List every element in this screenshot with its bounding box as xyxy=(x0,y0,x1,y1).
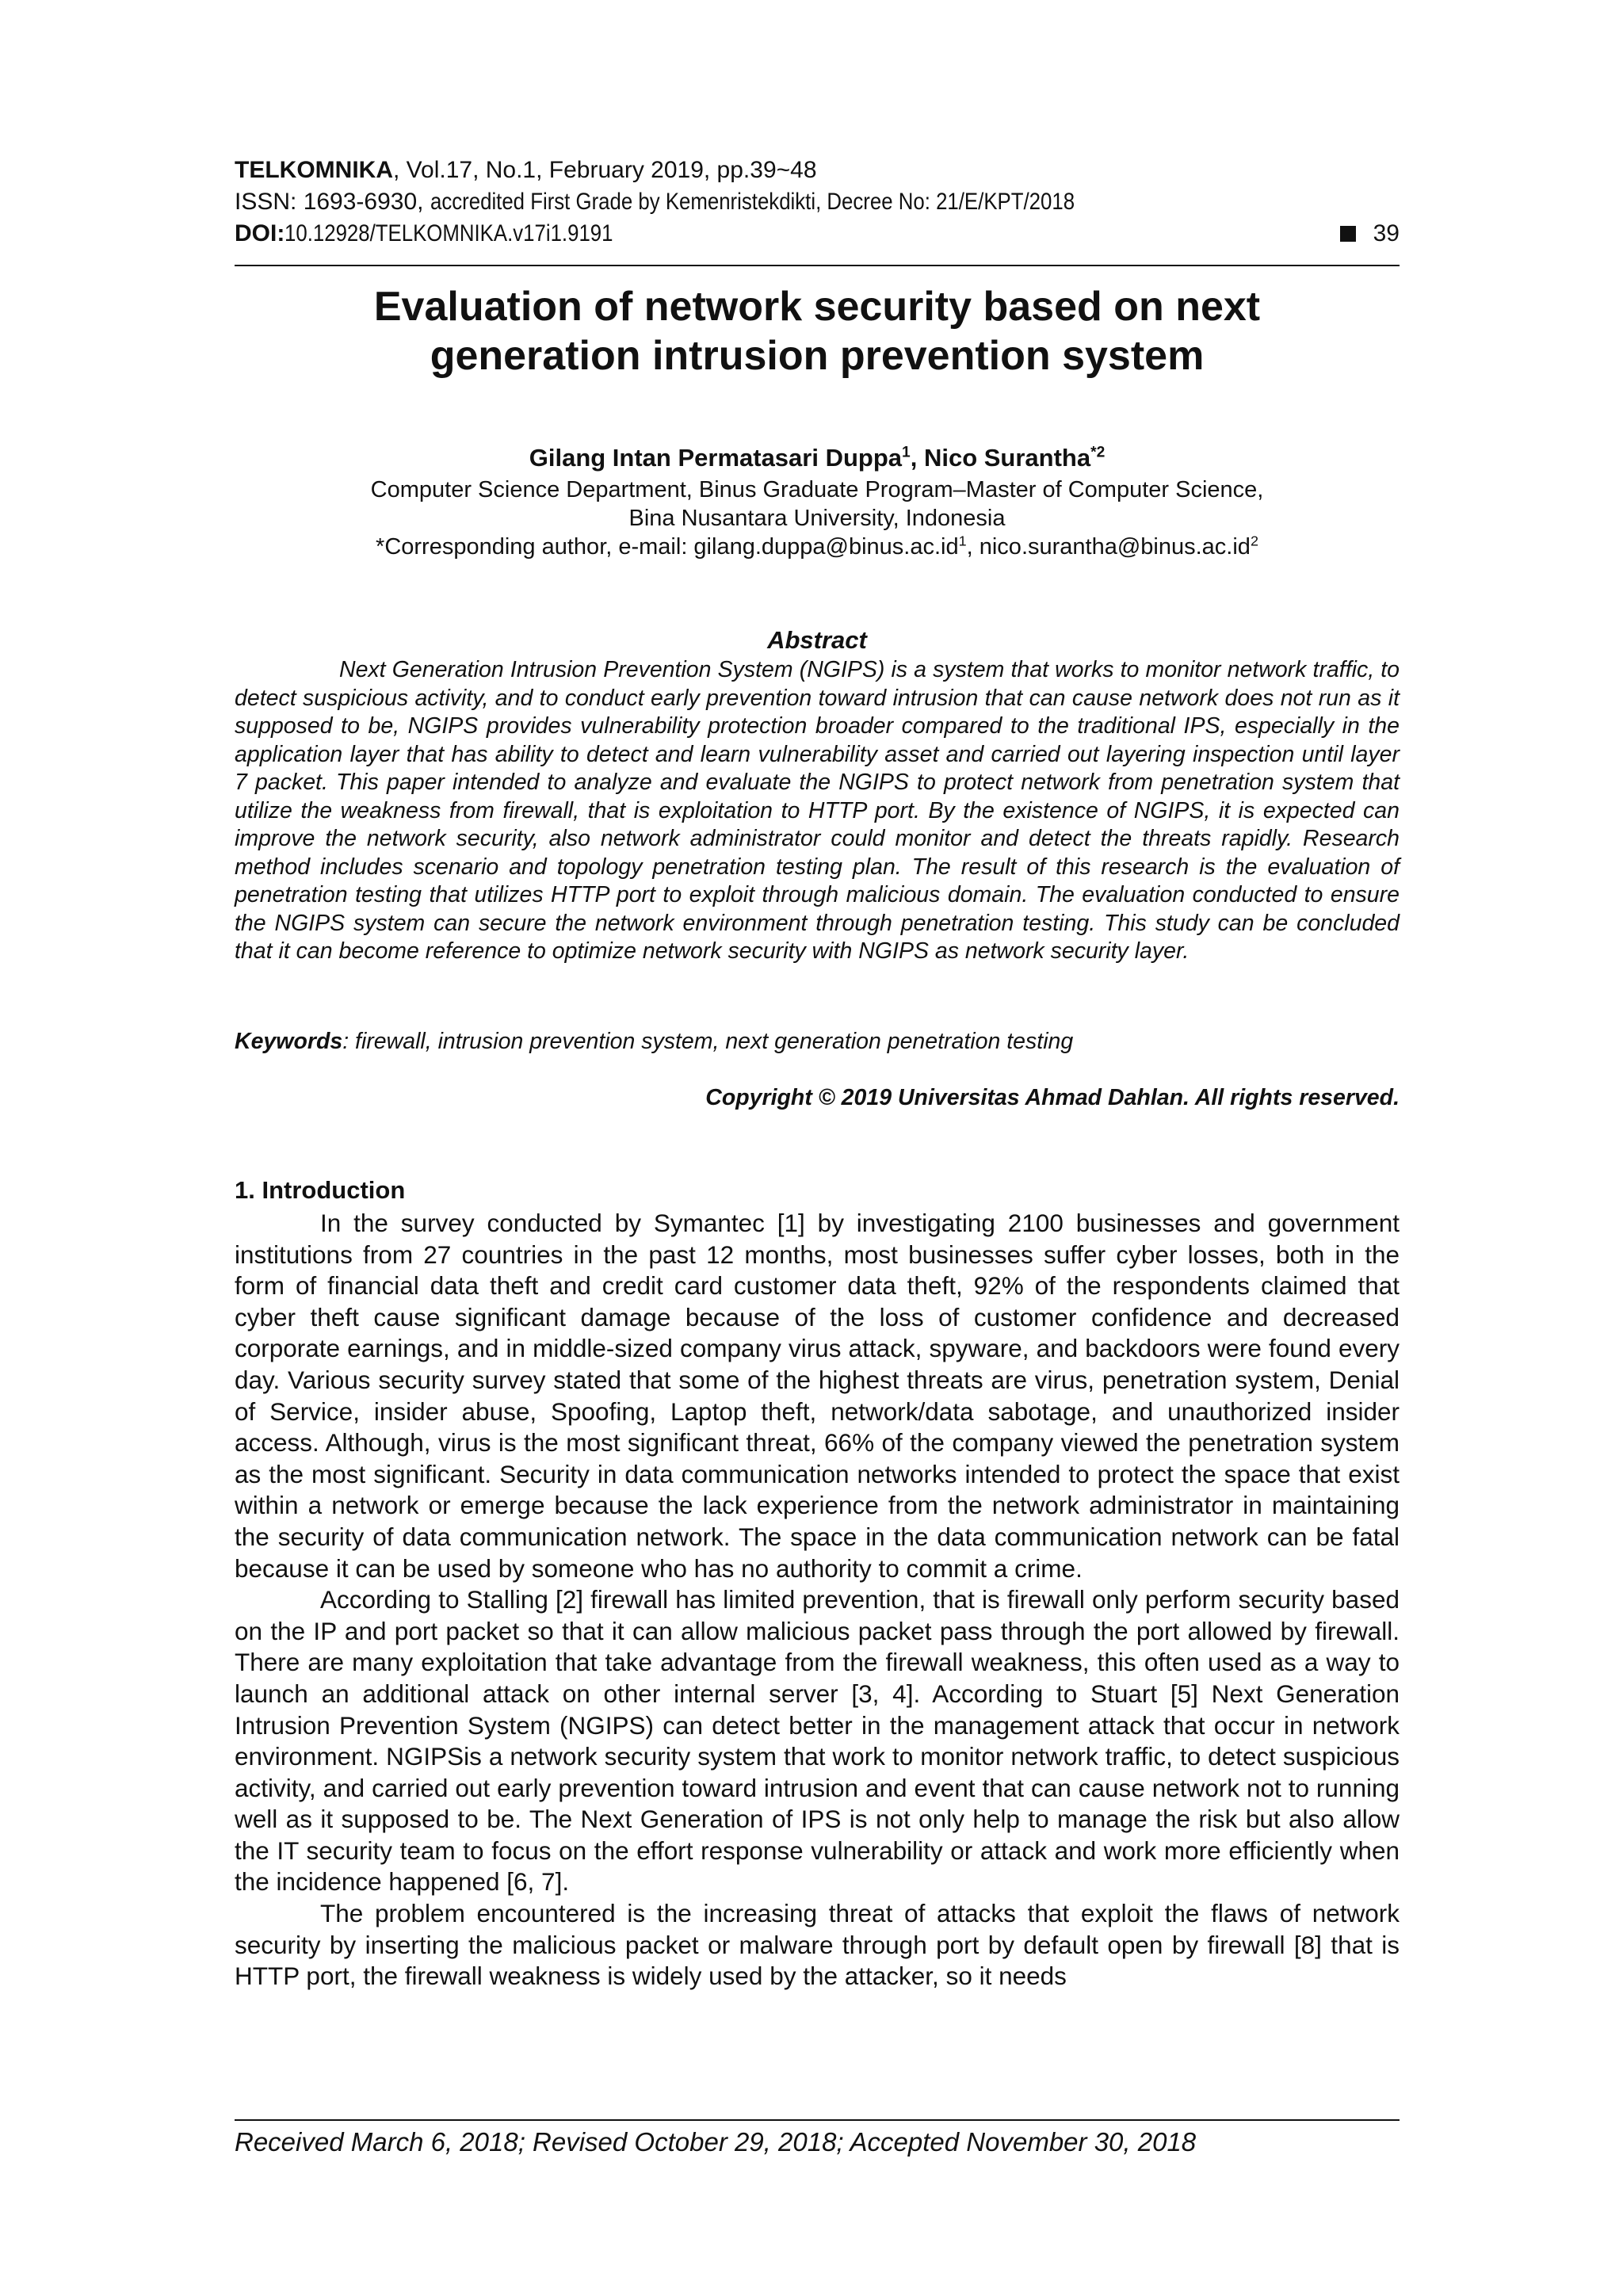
keywords-label: Keywords xyxy=(235,1029,343,1054)
author-2-sup: *2 xyxy=(1090,444,1106,461)
square-bullet-icon xyxy=(1340,226,1356,242)
issn-accreditation: accredited First Grade by Kemenristekdikti, Decree No: 21/E/KPT/2018 xyxy=(430,189,1075,215)
email-1-sup: 1 xyxy=(958,533,967,549)
title-line-1: Evaluation of network security based on next xyxy=(373,284,1261,330)
received-dates: Received March 6, 2018; Revised October 29, 2018; Accepted November 30, 2018 xyxy=(235,2127,1197,2157)
paragraph-1: In the survey conducted by Symantec [1] by investigating 2100 businesses and government institutions from 27 countries in the past 12 months, most businesses suffer cyber losses, both in the form of financial data theft and credit card customer data theft, 92% of the respondents claimed that cyber theft cause significant damage because of the loss of customer confidence and decreased corporate earnings, and in middle-sized company virus attack, spyware, and backdoors were found every day. Various security survey stated that some of the highest threats are virus, penetration system, Denial of Service, insider abuse, Spoofing, Laptop theft, network/data sabotage, and unauthorized insider access. Although, virus is the most significant threat, 66% of the company viewed the penetration system as the most significant. Security in data communication networks intended to protect the space that exist within a network or emerge because the lack experience from the network administrator in maintaining the security of data communication network. The space in the data communication network can be fatal because it can be used by someone who has no authority to commit a crime. xyxy=(235,1209,1400,1583)
keywords xyxy=(235,1028,1400,1055)
paragraph-3: The problem encountered is the increasing threat of attacks that exploit the flaws of network security by inserting the malicious packet or malware through port by default open by firewall [8] that is HTTP port, the firewall weakness is widely used by the attacker, so it needs xyxy=(235,1899,1400,1991)
section-heading: 1. Introduction xyxy=(235,1176,406,1204)
author-2: Nico Surantha xyxy=(923,444,1091,472)
email-2-sup: 2 xyxy=(1250,533,1258,549)
journal-header-line xyxy=(235,157,1400,184)
abstract-text: Next Generation Intrusion Prevention System (NGIPS) is a system that works to monitor network traffic, to detect suspicious activity, and to conduct early prevention toward intrusion that can cause network does not run as it supposed to be, NGIPS provides vulnerability protection broader compared to the traditional IPS, especially in the application layer that has ability to detect and learn vulnerability asset and carried out layering inspection until layer 7 packet. This paper intended to analyze and evaluate the NGIPS to protect network from penetration system that utilize the weakness from firewall, that is exploitation to HTTP port. By the existence of NGIPS, it is expected can improve the network security, also network administrator could monitor and detect the threats rapidly. Research method includes scenario and topology penetration testing plan. The result of this research is the evaluation of penetration testing that utilizes HTTP port to exploit through malicious domain. The evaluation conducted to ensure the NGIPS system can secure the network environment through penetration testing. This study can be concluded that it can become reference to optimize network security with NGIPS as network security layer. xyxy=(235,657,1400,964)
corresponding-author xyxy=(235,533,1400,560)
author-1-sup: 1 xyxy=(902,444,911,461)
page-number xyxy=(1340,220,1400,247)
journal-name: TELKOMNIKA xyxy=(235,157,393,183)
header-divider xyxy=(235,265,1400,266)
author-separator: , xyxy=(910,444,924,472)
title-line-2: generation intrusion prevention system xyxy=(430,333,1205,379)
copyright-notice: Copyright © 2019 Universitas Ahmad Dahlan. All rights reserved. xyxy=(705,1085,1400,1110)
volume-info: , Vol.17, No.1, February 2019, pp.39~48 xyxy=(392,157,817,183)
paragraph-2: According to Stalling [2] firewall has limited prevention, that is firewall only perform security based on the IP and port packet so that it can allow malicious packet pass through the port allowed by firewall. There are many exploitation that take advantage from the firewall weakness, this often used as a way to launch an additional attack on other internal server [3, 4]. According to Stuart [5] Next Generation Intrusion Prevention System (NGIPS) can detect better in the management attack that occur in network environment. NGIPSis a network security system that work to monitor network traffic, to detect suspicious activity, and carried out early prevention toward intrusion and event that can cause network not to running well as it supposed to be. The Next Generation of IPS is not only help to manage the risk but also allow the IT security team to focus on the effort response vulnerability or attack and work more efficiently when the incidence happened [6, 7]. xyxy=(235,1585,1400,1897)
doi-line xyxy=(235,220,1400,247)
footer-divider xyxy=(235,2119,1400,2121)
page-number-value: 39 xyxy=(1373,220,1400,246)
affiliation-line-1: Computer Science Department, Binus Graduate Program–Master of Computer Science, xyxy=(370,477,1264,502)
email-1: *Corresponding author, e-mail: gilang.duppa@binus.ac.id xyxy=(376,534,959,560)
paper-title xyxy=(235,282,1400,380)
doi-value: 10.12928/TELKOMNIKA.v17i1.9191 xyxy=(285,220,613,246)
keywords-text: : firewall, intrusion prevention system, next generation penetration testing xyxy=(342,1029,1074,1054)
abstract-heading: Abstract xyxy=(767,626,867,654)
issn-line xyxy=(235,189,1400,216)
email-2: , nico.surantha@binus.ac.id xyxy=(966,534,1251,560)
issn-label: ISSN: 1693-6930, xyxy=(235,189,430,215)
doi-label: DOI: xyxy=(235,220,285,246)
affiliation-line-2: Bina Nusantara University, Indonesia xyxy=(628,506,1006,531)
section-body xyxy=(235,1208,1400,1992)
author-list xyxy=(235,444,1400,472)
author-1: Gilang Intan Permatasari Duppa xyxy=(529,444,903,472)
